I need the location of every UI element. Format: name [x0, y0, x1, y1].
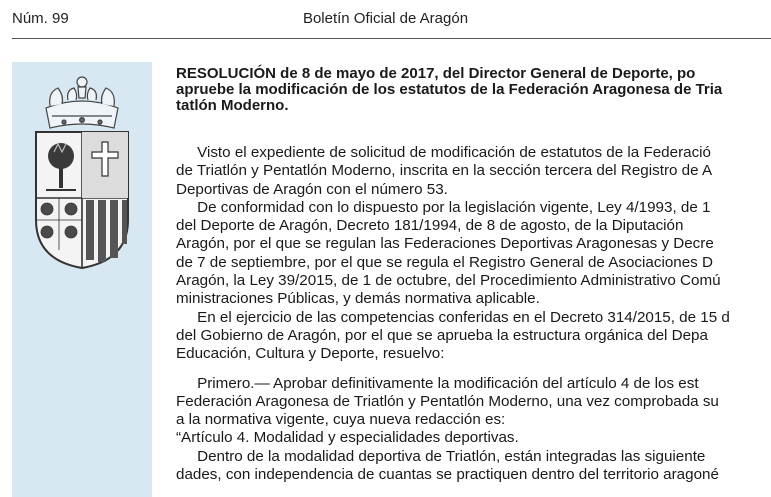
- paragraph-gap: [176, 364, 771, 375]
- page-header: [0, 0, 771, 38]
- text-line: ministraciones Públicas, y demás normativa aplicable.: [176, 290, 540, 308]
- issue-number: Núm. 99: [12, 10, 69, 27]
- title-line: tatlón Moderno.: [176, 97, 289, 114]
- coat-of-arms-icon: [28, 70, 136, 270]
- resolution-title: [176, 66, 771, 114]
- text-line: “Artículo 4. Modalidad y especialidades deportivas.: [176, 429, 519, 447]
- title-line: RESOLUCIÓN de 8 de mayo de 2017, del Director General de Deporte, po: [176, 65, 696, 82]
- text-line: Visto el expediente de solicitud de modificación de estatutos de la Federació: [197, 144, 711, 161]
- text-line: del Gobierno de Aragón, por el que se aprueba la estructura orgánica del Depa: [176, 326, 708, 344]
- title-line: apruebe la modificación de los estatutos de la Federación Aragonesa de Tria: [176, 81, 723, 98]
- text-line: Dentro de la modalidad deportiva de Triatlón, están integradas las siguiente: [197, 447, 706, 465]
- text-line: dades, con independencia de cuantas se practiquen dentro del territorio aragoné: [176, 466, 719, 484]
- text-line: de Triatlón y Pentatlón Moderno, inscrita en la sección tercera del Registro de A: [176, 162, 713, 180]
- crest-panel: [12, 62, 152, 497]
- publication-title: Boletín Oficial de Aragón: [302, 10, 469, 27]
- text-line: de 7 de septiembre, por el que se regula el Registro General de Asociaciones D: [176, 253, 713, 271]
- text-line: del Deporte de Aragón, Decreto 181/1994, de 8 de agosto, de la Diputación: [176, 217, 684, 235]
- text-line: Aragón, por el que se regulan las Federaciones Deportivas Aragonesas y Decre: [176, 235, 714, 253]
- text-line: Federación Aragonesa de Triatlón y Pentatlón Moderno, una vez comprobada su: [176, 392, 719, 410]
- text-line: Deportivas de Aragón con el número 53.: [176, 180, 448, 198]
- text-line: a la normativa vigente, cuya nueva redacción es:: [176, 411, 506, 429]
- text-line: De conformidad con lo dispuesto por la legislación vigente, Ley 4/1993, de 1: [197, 198, 711, 216]
- text-line: Primero.— Aprobar definitivamente la modificación del artículo 4 de los est: [197, 374, 699, 392]
- header-divider: [12, 38, 771, 39]
- text-line: En el ejercicio de las competencias conferidas en el Decreto 314/2015, de 15 d: [197, 308, 730, 326]
- text-line: Aragón, la Ley 39/2015, de 1 de octubre, del Procedimiento Administrativo Comú: [176, 272, 721, 290]
- resolution-body: [176, 144, 771, 484]
- text-line: Educación, Cultura y Deporte, resuelvo:: [176, 345, 445, 363]
